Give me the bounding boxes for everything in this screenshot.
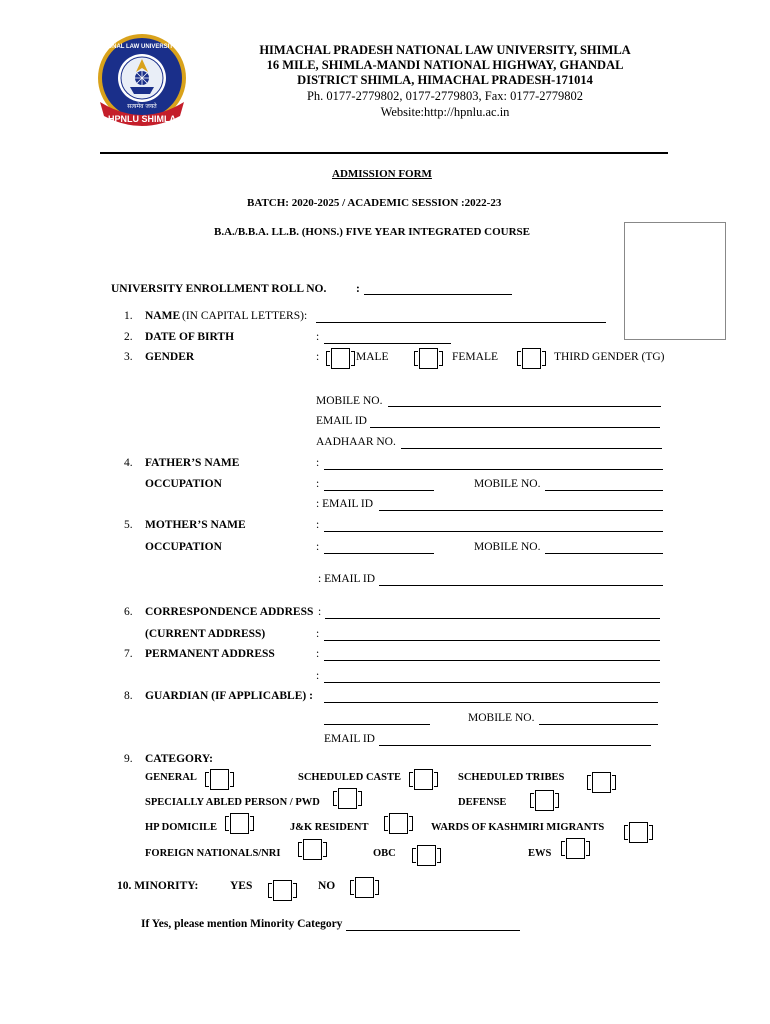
form-title: ADMISSION FORM xyxy=(332,168,432,180)
category-foreign-label: FOREIGN NATIONALS/NRI xyxy=(145,848,281,859)
applicant-mobile-field[interactable] xyxy=(388,406,661,407)
category-jk-label: J&K RESIDENT xyxy=(290,822,369,833)
current-address-label: (CURRENT ADDRESS) xyxy=(145,628,266,640)
father-occupation-colon: : xyxy=(316,478,320,490)
category-hp-checkbox[interactable] xyxy=(230,813,249,834)
q2-number: 2. xyxy=(124,331,133,343)
university-logo xyxy=(81,32,203,132)
university-district-line: DISTRICT SHIMLA, HIMACHAL PRADESH-171014 xyxy=(297,73,593,87)
category-kashmiri-checkbox[interactable] xyxy=(629,822,648,843)
university-seal-icon xyxy=(81,32,203,132)
permanent-address-label: PERMANENT ADDRESS xyxy=(145,648,275,660)
category-general-label: GENERAL xyxy=(145,772,197,783)
guardian-email-label: EMAIL ID xyxy=(324,733,375,745)
gender-tg-label: THIRD GENDER (TG) xyxy=(554,351,665,363)
gender-tg-checkbox[interactable] xyxy=(522,348,541,369)
permanent-address-colon-2: : xyxy=(316,670,320,682)
mother-email-label: : EMAIL ID xyxy=(318,573,376,585)
university-name: HIMACHAL PRADESH NATIONAL LAW UNIVERSITY, SHIMLA xyxy=(259,43,631,57)
applicant-mobile-label: MOBILE NO. xyxy=(316,395,383,407)
permanent-address-field-2[interactable] xyxy=(324,682,660,683)
permanent-address-colon: : xyxy=(316,648,320,660)
guardian-mobile-field[interactable] xyxy=(539,724,658,725)
mother-email-field[interactable] xyxy=(379,585,663,586)
gender-male-label: MALE xyxy=(356,351,389,363)
category-st-label: SCHEDULED TRIBES xyxy=(458,772,565,783)
category-ews-label: EWS xyxy=(528,848,552,859)
category-pwd-checkbox[interactable] xyxy=(338,788,357,809)
mother-name-colon: : xyxy=(316,519,320,531)
q6-number: 6. xyxy=(124,606,133,618)
minority-category-label: If Yes, please mention Minority Category xyxy=(141,918,343,930)
minority-label: 10. MINORITY: xyxy=(117,880,199,892)
father-email-field[interactable] xyxy=(379,510,663,511)
q8-number: 8. xyxy=(124,690,133,702)
category-hp-label: HP DOMICILE xyxy=(145,822,218,833)
q9-number: 9. xyxy=(124,753,133,765)
q3-number: 3. xyxy=(124,351,133,363)
correspondence-address-field[interactable] xyxy=(325,618,660,619)
q5-number: 5. xyxy=(124,519,133,531)
gender-female-checkbox[interactable] xyxy=(419,348,438,369)
father-occupation-field[interactable] xyxy=(324,490,434,491)
category-obc-label: OBC xyxy=(373,848,396,859)
applicant-email-label: EMAIL ID xyxy=(316,415,367,427)
minority-no-label: NO xyxy=(318,880,336,892)
q1-number: 1. xyxy=(124,310,133,322)
q4-number: 4. xyxy=(124,457,133,469)
batch-info: BATCH: 2020-2025 / ACADEMIC SESSION :2022-23 xyxy=(247,197,502,209)
gender-male-checkbox[interactable] xyxy=(331,348,350,369)
mother-occupation-colon: : xyxy=(316,541,320,553)
svg-text:H.P. NATIONAL LAW UNIVERSITY,: H.P. NATIONAL LAW UNIVERSITY, SHIMLA xyxy=(81,44,203,50)
applicant-aadhaar-label: AADHAAR NO. xyxy=(316,436,396,448)
enrollment-colon: : xyxy=(356,283,360,295)
gender-female-label: FEMALE xyxy=(452,351,498,363)
current-address-field[interactable] xyxy=(324,640,660,641)
mother-occupation-label: OCCUPATION xyxy=(145,541,222,553)
category-general-checkbox[interactable] xyxy=(210,769,229,790)
applicant-aadhaar-field[interactable] xyxy=(401,448,662,449)
father-mobile-label: MOBILE NO. xyxy=(474,478,541,490)
gender-label: GENDER xyxy=(145,351,195,363)
guardian-mobile-label: MOBILE NO. xyxy=(468,712,535,724)
university-address-line: 16 MILE, SHIMLA-MANDI NATIONAL HIGHWAY, GHANDAL xyxy=(266,58,624,72)
category-defense-label: DEFENSE xyxy=(458,797,507,808)
course-title: B.A./B.B.A. LL.B. (HONS.) FIVE YEAR INTEGRATED COURSE xyxy=(214,226,530,238)
mother-name-label: MOTHER’S NAME xyxy=(145,519,246,531)
q7-number: 7. xyxy=(124,648,133,660)
dob-colon: : xyxy=(316,331,320,343)
current-address-colon: : xyxy=(316,628,320,640)
guardian-email-field[interactable] xyxy=(379,745,651,746)
father-mobile-field[interactable] xyxy=(545,490,663,491)
name-label: NAME xyxy=(145,310,181,322)
enrollment-label: UNIVERSITY ENROLLMENT ROLL NO. xyxy=(111,283,327,295)
category-jk-checkbox[interactable] xyxy=(389,813,408,834)
category-defense-checkbox[interactable] xyxy=(535,790,554,811)
father-name-colon: : xyxy=(316,457,320,469)
minority-no-checkbox[interactable] xyxy=(355,877,374,898)
guardian-label: GUARDIAN (IF APPLICABLE) : xyxy=(145,690,313,702)
category-obc-checkbox[interactable] xyxy=(417,845,436,866)
university-phone: Ph. 0177-2779802, 0177-2779803, Fax: 0177-2779802 xyxy=(306,89,584,103)
category-sc-checkbox[interactable] xyxy=(414,769,433,790)
university-website: Website:http://hpnlu.ac.in xyxy=(380,105,510,119)
minority-category-field[interactable] xyxy=(346,930,520,931)
father-occupation-label: OCCUPATION xyxy=(145,478,222,490)
correspondence-address-label: CORRESPONDENCE ADDRESS xyxy=(145,606,314,618)
category-label: CATEGORY: xyxy=(145,753,213,765)
category-ews-checkbox[interactable] xyxy=(566,838,585,859)
guardian-occupation-field[interactable] xyxy=(324,724,430,725)
minority-yes-label: YES xyxy=(230,880,253,892)
guardian-name-field[interactable] xyxy=(324,702,658,703)
header-divider xyxy=(100,152,668,154)
category-st-checkbox[interactable] xyxy=(592,772,611,793)
permanent-address-field-1[interactable] xyxy=(324,660,660,661)
name-hint: (IN CAPITAL LETTERS): xyxy=(182,310,308,322)
mother-name-field[interactable] xyxy=(324,531,663,532)
enrollment-field[interactable] xyxy=(364,294,512,295)
mother-occupation-field[interactable] xyxy=(324,553,434,554)
mother-mobile-label: MOBILE NO. xyxy=(474,541,541,553)
father-name-field[interactable] xyxy=(324,469,663,470)
father-email-label: : EMAIL ID xyxy=(316,498,374,510)
svg-text:सत्यमेव जयते: सत्यमेव जयते xyxy=(127,103,157,110)
name-field[interactable] xyxy=(316,322,606,323)
category-foreign-checkbox[interactable] xyxy=(303,839,322,860)
father-name-label: FATHER’S NAME xyxy=(145,457,240,469)
category-pwd-label: SPECIALLY ABLED PERSON / PWD xyxy=(145,797,320,808)
applicant-email-field[interactable] xyxy=(370,427,660,428)
dob-field[interactable] xyxy=(324,343,451,344)
photo-box[interactable] xyxy=(624,222,726,340)
svg-text:HPNLU SHIMLA: HPNLU SHIMLA xyxy=(108,114,176,124)
mother-mobile-field[interactable] xyxy=(545,553,663,554)
gender-colon: : xyxy=(316,351,320,363)
correspondence-address-colon: : xyxy=(318,606,322,618)
category-kashmiri-label: WARDS OF KASHMIRI MIGRANTS xyxy=(431,822,605,833)
dob-label: DATE OF BIRTH xyxy=(145,331,235,343)
category-sc-label: SCHEDULED CASTE xyxy=(298,772,401,783)
minority-yes-checkbox[interactable] xyxy=(273,880,292,901)
